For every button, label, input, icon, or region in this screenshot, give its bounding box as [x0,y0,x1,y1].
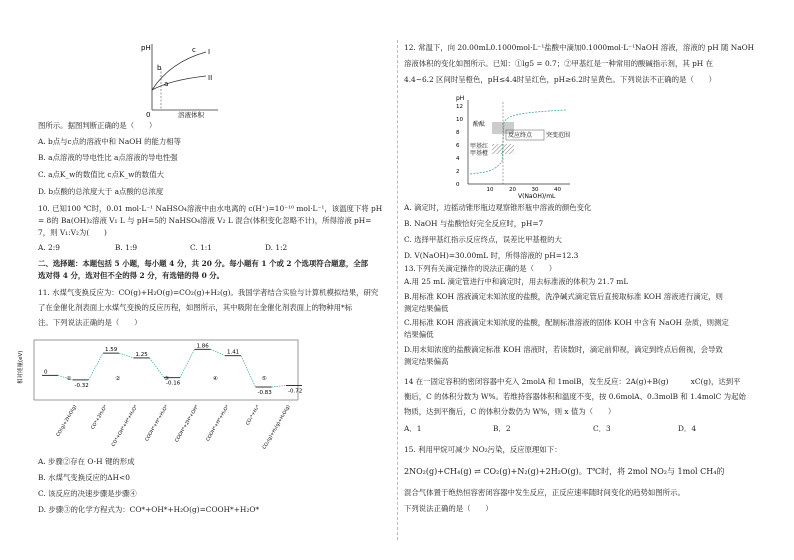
energy-xlabel: CO*+2H₂O* [90,404,109,431]
titration-curve [470,110,566,174]
fig2-xtick: 20 [509,187,516,193]
energy-value-label: 1.25 [135,351,148,358]
q12-line2: 溶液体积的变化如图所示。已知：①lg5 = 0.7；②甲基红是一种常用的酸碱指示剂，其 pH 在 [404,59,713,68]
q13-option-b2: 测定结果偏低 [404,304,449,313]
q14-option-c: C．3 [593,424,611,433]
q13-option-c: C.用标准 KOH 溶液滴定未知浓度的盐酸，配制标准溶液的固体 KOH 中含有 NaOH 杂质，则测定 [404,318,729,327]
fig2-xtick: 40 [554,187,561,193]
q15-line1: 15. 利用甲烷可减少 NO₂污染，反应原理如下： [404,445,562,454]
q9-option-b: B. a点溶液的导电性比 a点溶液的导电性强 [38,153,178,162]
energy-value-label: 0 [44,369,48,376]
energy-value-label: 1.59 [105,347,118,354]
energy-connector [119,353,134,358]
energy-connector [150,358,165,378]
energy-value-label: 1.41 [227,349,240,356]
fig2-xtick: 30 [531,187,539,193]
q10-option-c: C. 1:1 [190,243,212,252]
fig2-ytick: 12 [456,104,463,110]
section2-heading-2: 选对得 4 分，选对但不全的得 2 分，有选错的得 0 分。 [38,271,225,280]
fig1-xlabel: 溶液体积 [178,111,204,118]
q11-option-a: A. 步骤②存在 O-H 键的形成 [38,457,135,466]
q9-option-a: A. b点与c点的溶液中和 NaOH 的能力相等 [38,137,182,146]
energy-value-label: -0.32 [74,382,89,389]
q11-line3: 注。下列说法正确的是（ ） [38,318,142,327]
energy-xlabel: COOH*+H*+H₂O* [144,404,170,443]
energy-step-label: ② [115,376,121,382]
fig2-ytick: 6 [456,143,460,149]
point-a-label: a [164,80,169,88]
fig2-methyl-red: 甲基红 [470,143,489,150]
q14-option-b: B．2 [493,424,511,433]
energy-step-label: ③ [164,376,169,382]
energy-xlabel: CO*+OH*+H*+H₂O* [111,404,140,448]
fig2-endpoint: 反应终点 [508,132,533,139]
energy-ylabel: 相对能量(eV) [18,350,24,384]
q15-equation: 2NO₂(g)+CH₄(g) ⇌ CO₂(g)+N₂(g)+2H₂O(g)。T℃时，将 2mol NO₂与 1mol CH₄的 [404,467,725,476]
energy-xlabel: CO₂*+H₂* [245,404,262,427]
energy-connector [180,349,195,377]
energy-step-label: ④ [212,376,218,382]
q12-option-c: C. 选择甲基红指示反应终点，误差比甲基橙的大 [404,235,562,244]
point-b-label: b [157,64,162,72]
q15-line2: 混合气体置于绝热恒容密闭容器中发生反应，正反应速率随时间变化的趋势如图所示。 [404,488,685,497]
curve-c-label: c [192,46,196,54]
q15-line3: 下列说法正确的是（ ） [404,504,493,513]
q9-option-c: C. a点K_w的数值比 c点K_w的数值大 [38,170,164,179]
curve-I-label: I [208,48,211,56]
q11-option-c: C. 该反应的决速步骤是步骤④ [38,489,137,498]
fig2-jump-range: 突变范围 [546,132,571,139]
q14-line2: 衡后，C 的体积分数为 W%。若维持容器体积和温度不变，按 0.6molA、0.3molB 和 1.4molC 为起始 [404,392,746,401]
energy-value-label: 1.86 [196,343,209,350]
q13-option-d2: 测定结果偏高 [404,357,449,366]
ph-dilution-figure [140,40,220,118]
q13-option-c2: 结果偏低 [404,330,434,339]
titration-figure [448,92,578,200]
q10-option-b: B. 1:9 [115,243,138,252]
energy-xlabel: COOH*+H*+H₂O* [205,404,231,443]
energy-connector [211,349,226,355]
energy-xlabel: CO₂(g)+H₂(g)+H₂O(g) [262,404,292,451]
q13-option-a: A.用 25 mL 滴定管进行中和滴定时，用去标准液的体积为 21.7 mL [404,277,629,286]
fig2-xtick: 10 [486,187,494,193]
energy-connector [241,356,256,387]
q13-option-b: B.用标准 KOH 溶液滴定未知浓度的盐酸，洗净碱式滴定管后直接取标准 KOH 溶液进行滴定，则 [404,292,723,301]
curve-II [152,76,206,90]
energy-profile-figure [14,336,304,452]
q10-option-d: D. 1:2 [265,243,288,252]
fig1-ylabel: pH [141,44,151,52]
fig2-ytick: 8 [456,130,460,136]
q14-option-d: D．4 [678,424,697,433]
fig2-ytick: 0 [456,182,460,188]
fig2-methyl-orange: 甲基橙 [470,150,489,157]
fig1-origin: 0 [146,111,151,118]
section2-heading: 二、选择题：本题包括 5 小题，每小题 4 分，共 20 分。每小题有 1 个或 2 个选项符合题意，全部 [38,259,369,268]
right-column [398,0,794,560]
q11-option-d: D. 步骤③的化学方程式为：CO*+OH*+H₂O(g)=COOH*+H₂O* [38,505,260,514]
q10-option-a: A. 2:9 [38,243,60,252]
energy-value-label: -0.72 [288,388,303,395]
energy-connector [89,353,104,380]
energy-connector [272,385,287,387]
energy-value-label: -0.83 [257,390,272,397]
energy-step-label: ⑤ [261,376,267,382]
energy-value-label: -0.16 [166,380,181,387]
fig2-ytick: 4 [456,156,460,162]
q12-option-d: D. V(NaOH)=30.00mL 时，所得溶液的 pH=12.3 [404,251,579,260]
q13-option-d: D.用未知浓度的盐酸滴定标准 KOH 溶液时，若读数时，滴定前仰视，滴定到终点后俯视，会导致 [404,345,723,354]
q12-line3: 4.4~6.2 区间时呈橙色，pH≤4.4时呈红色，pH≥6.2时呈黄色。下列说法不正确的是（ ） [404,75,717,84]
q13-stem: 13.下列有关滴定操作的说法正确的是（ ） [404,264,557,273]
fig2-ytick: 10 [456,117,463,123]
q10-line3: 7，则 V₁:V₂为( ) [38,228,107,237]
q12-option-b: B. NaOH 与盐酸恰好完全反应时，pH=7 [404,219,544,228]
q10-line1: 10. 已知100 ℃时，0.01 mol·L⁻¹ NaHSO₄溶液中由水电离的 c(H⁺)=10⁻¹⁰ mol·L⁻¹，该温度下将 pH [38,204,383,213]
q10-line2: = 8的 Ba(OH)₂溶液 V₁ L 与 pH=5的 NaHSO₄溶液 V₂ L 混合(体积变化忽略不计)，所得溶液 pH= [38,216,372,225]
q9-intro: 图所示。据图判断正确的是（ ） [38,121,157,130]
q11-line2: 了在金催化剂表面上水煤气变换的反应历程，如图所示，其中吸附在金催化剂表面上的物种用*标 [38,303,353,312]
q9-option-d: D. b点酸的总浓度大于 a点酸的总浓度 [38,187,164,196]
energy-xlabel: CO(g)+2H₂O(g) [56,404,79,438]
q11-option-b: B. 水煤气变换反应的ΔH<0 [38,473,130,482]
q14-option-a: A．1 [404,424,422,433]
curve-II-label: II [208,74,213,82]
fig2-phenolphthalein: 酚酞 [473,121,486,128]
fig2-ytick: 2 [456,169,460,175]
q12-line1: 12. 常温下，向 20.00mL0.1000mol·L⁻¹盐酸中滴加0.1000mol·L⁻¹NaOH 溶液，溶液的 pH 随 NaOH [404,43,755,52]
q11-line1: 11. 水煤气变换反应为：CO(g)+H₂O(g)=CO₂(g)+H₂(g)。我国学者结合实验与计算机模拟结果，研究 [38,288,379,297]
q14-line3: 物质，达到平衡后，C 的体积分数仍为 W%，则 x 值为（ ） [404,407,616,416]
energy-xlabel: COOH*+2H*+OH* [174,404,201,444]
q12-option-a: A. 滴定时，边摇动锥形瓶边观察锥形瓶中溶液的颜色变化 [404,203,592,212]
fig2-xlabel: V(NaOH)/mL [518,193,556,200]
q14-line1: 14 在一固定容积的密闭容器中充入 2molA 和 1molB，发生反应：2A(g)+B(g) xC(g)，达到平 [404,377,741,386]
energy-step-label: ① [66,376,72,382]
energy-levels [42,343,302,450]
fig2-ylabel: pH [456,95,465,102]
